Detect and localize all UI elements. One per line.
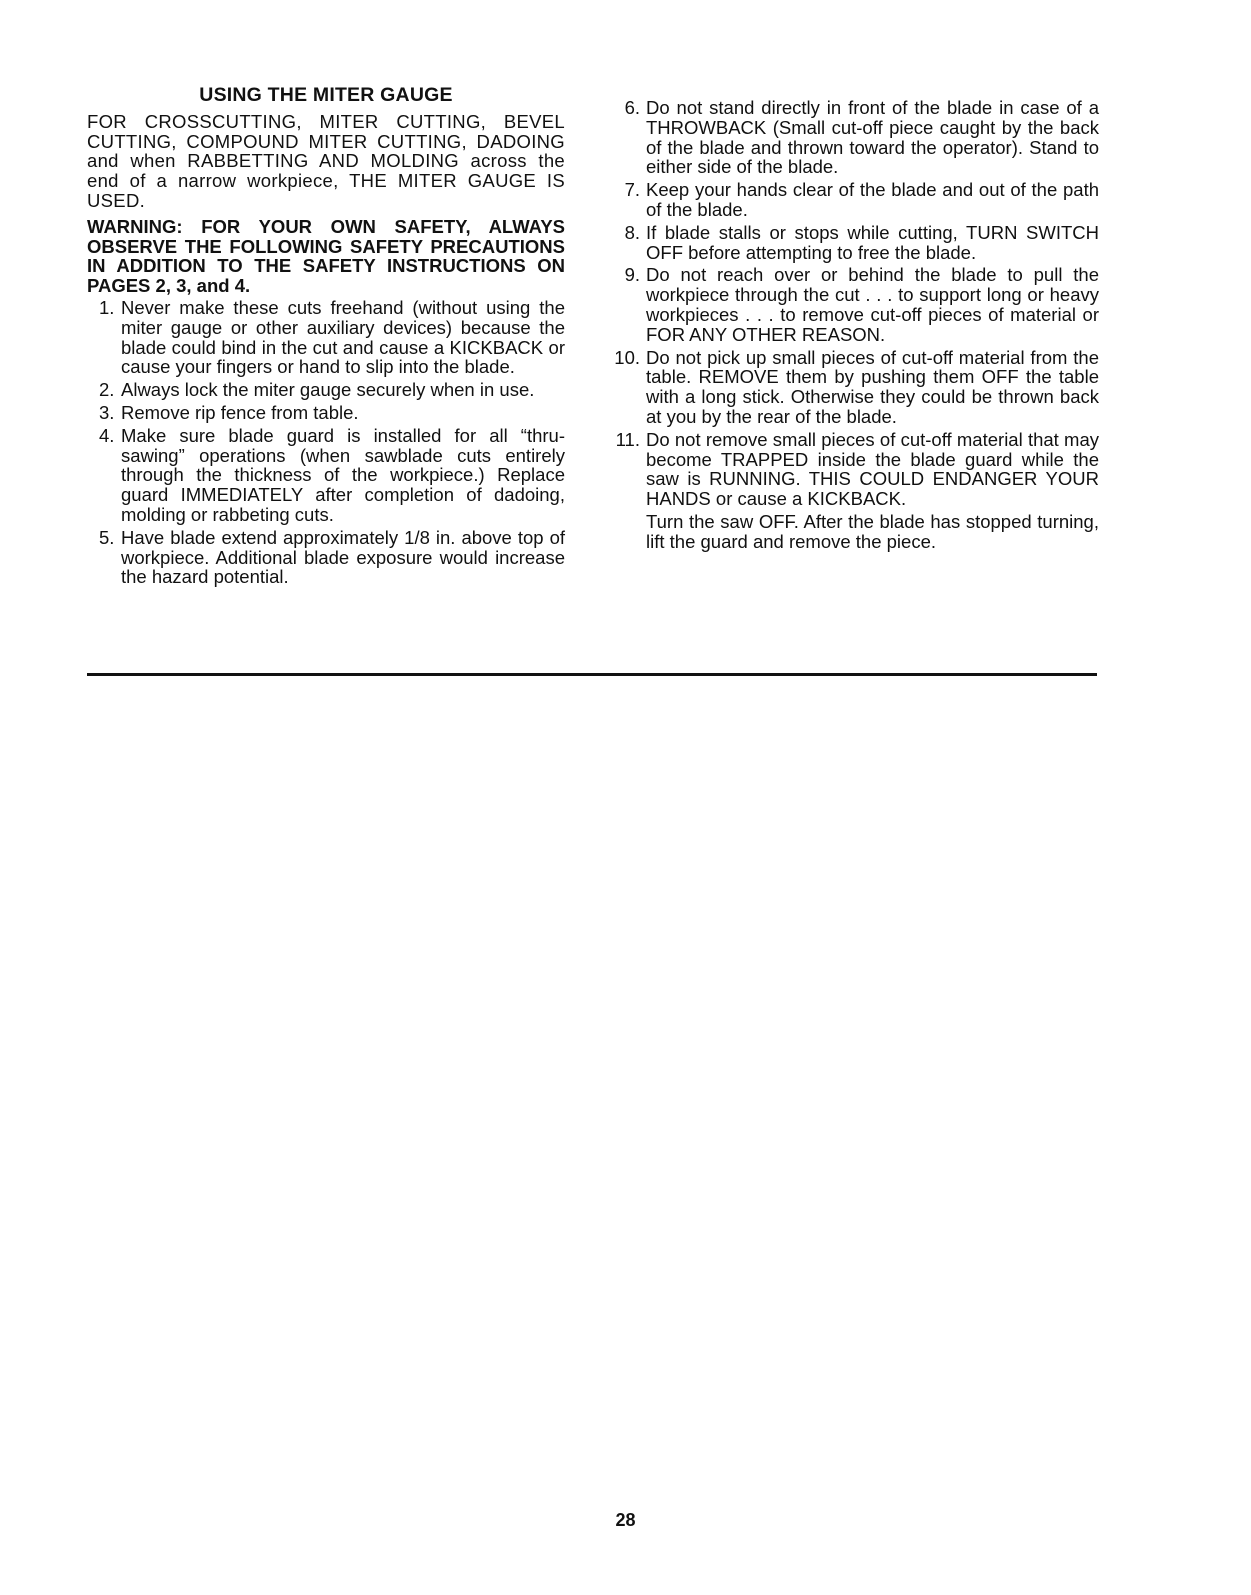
list-item xyxy=(624,265,1099,344)
section-heading: USING THE MITER GAUGE xyxy=(199,84,453,106)
list-item xyxy=(87,298,565,377)
warning-paragraph: WARNING: FOR YOUR OWN SAFETY, ALWAYS OBSERVE THE FOLLOWING SAFETY PRECAUTIONS IN ADDITION TO THE SAFETY INSTRUCTIONS ON PAGES 2, 3, and 4. xyxy=(87,215,565,297)
item-number: 11. xyxy=(615,428,640,450)
item-text: If blade stalls or stops while cutting, TURN SWITCH OFF before attempting to free the blade. xyxy=(646,221,1099,263)
item-number: 9. xyxy=(624,264,640,286)
item-number: 8. xyxy=(624,221,640,243)
item-number: 7. xyxy=(624,179,640,201)
list-item xyxy=(624,223,1099,263)
left-instruction-list xyxy=(87,298,565,587)
item-text: Do not reach over or behind the blade to pull the workpiece through the cut . . . to support long or heavy workpieces . . . to remove cut-off pieces of material or FOR ANY OTHER REASON. xyxy=(646,264,1099,345)
item-number: 6. xyxy=(624,97,640,118)
item-number: 1. xyxy=(99,296,115,318)
right-column xyxy=(614,97,1099,552)
item-number: 5. xyxy=(99,526,115,548)
item-text: Make sure blade guard is installed for all “thru-sawing” operations (when sawblade cuts entirely through the thickness of the workpiece.) Replace guard IMMEDIATELY after completion of dadoing, molding or rabbeting cuts. xyxy=(121,424,565,525)
item-number: 10. xyxy=(614,346,640,368)
item-number: 3. xyxy=(99,401,115,423)
right-instruction-list xyxy=(614,97,1099,510)
list-item xyxy=(87,380,565,400)
item-text: Do not pick up small pieces of cut-off material from the table. REMOVE them by pushing them OFF the table with a long stick. Otherwise they could be thrown back at you by the rear of the blade. xyxy=(646,346,1099,427)
item-text: Never make these cuts freehand (without using the miter gauge or other auxiliary devices) because the blade could bind in the cut and cause a KICKBACK or cause your fingers or hand to slip into the blade. xyxy=(121,296,565,378)
list-item xyxy=(615,428,1099,510)
list-item xyxy=(614,346,1099,427)
closing-paragraph: Turn the saw OFF. After the blade has stopped turning, lift the guard and remove the piece. xyxy=(646,510,1099,552)
horizontal-rule xyxy=(87,673,1097,676)
item-text: Do not remove small pieces of cut-off material that may become TRAPPED inside the blade guard while the saw is RUNNING. THIS COULD ENDANGER YOUR HANDS or cause a KICKBACK. xyxy=(646,428,1099,510)
item-text: Remove rip fence from table. xyxy=(121,401,359,423)
item-text: Always lock the miter gauge securely when in use. xyxy=(121,379,535,401)
item-text: Have blade extend approximately 1/8 in. above top of workpiece. Additional blade exposure would increase the hazard potential. xyxy=(121,526,565,588)
item-number: 2. xyxy=(99,379,115,401)
left-column xyxy=(87,86,565,590)
item-text: Keep your hands clear of the blade and out of the path of the blade. xyxy=(646,179,1099,220)
list-item xyxy=(624,180,1099,220)
item-number: 4. xyxy=(99,424,115,446)
list-item xyxy=(624,98,1099,177)
list-item xyxy=(87,528,565,587)
page-number: 28 xyxy=(615,1510,636,1530)
list-item xyxy=(87,426,565,525)
intro-paragraph: FOR CROSSCUTTING, MITER CUTTING, BEVEL CUTTING, COMPOUND MITER CUTTING, DADOING and when RABBETTING AND MOLDING across the end of a narrow workpiece, THE MITER GAUGE IS USED. xyxy=(87,110,565,211)
list-item xyxy=(87,403,565,423)
item-text: Do not stand directly in front of the blade in case of a THROWBACK (Small cut-off piece caught by the back of the blade and thrown toward the operator). Stand to either side of the blade. xyxy=(646,97,1099,178)
